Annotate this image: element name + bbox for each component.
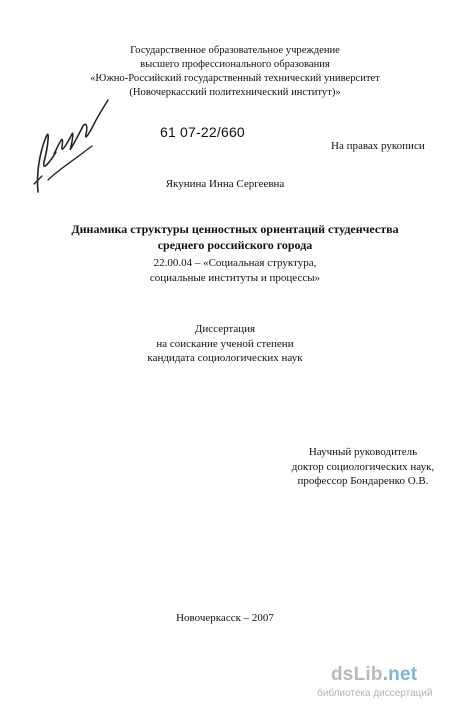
dissertation-title	[20, 221, 450, 253]
header-line: Государственное образовательное учреждение	[130, 45, 340, 56]
watermark-logo	[331, 664, 417, 686]
watermark-logo-right: .net	[382, 664, 418, 685]
degree-statement	[0, 322, 450, 366]
supervisor-line: профессор Бондаренко О.В.	[297, 475, 429, 487]
header-line: (Новочеркасский политехнический институт)»	[129, 87, 341, 98]
specialty-line: 22.00.04 – «Социальная структура,	[153, 257, 317, 269]
city-year: Новочеркасск – 2007	[176, 612, 274, 624]
author-name: Якунина Инна Сергеевна	[165, 178, 285, 190]
supervisor-line: доктор социологических наук,	[291, 460, 435, 473]
specialty-code	[20, 256, 450, 286]
watermark-subtitle: библиотека диссертаций	[317, 688, 433, 699]
title-line: Динамика структуры ценностных ориентаций студенчества	[71, 222, 399, 236]
registration-code: 61 07-22/660	[160, 124, 245, 140]
supervisor-block	[283, 445, 443, 489]
degree-line: Диссертация	[194, 323, 256, 335]
title-line: среднего российского города	[157, 238, 313, 252]
header-line: высшего профессионального образования	[140, 59, 330, 70]
watermark-logo-left: dsLib	[331, 664, 383, 685]
rights-note: На правах рукописи	[331, 140, 425, 152]
header-line: «Южно-Российский государственный технический университет	[90, 73, 380, 84]
degree-line: кандидата социологических наук	[147, 352, 303, 364]
specialty-line: социальные институты и процессы»	[149, 272, 321, 284]
supervisor-line: Научный руководитель	[308, 446, 418, 458]
degree-line: на соискание ученой степени	[156, 337, 294, 350]
